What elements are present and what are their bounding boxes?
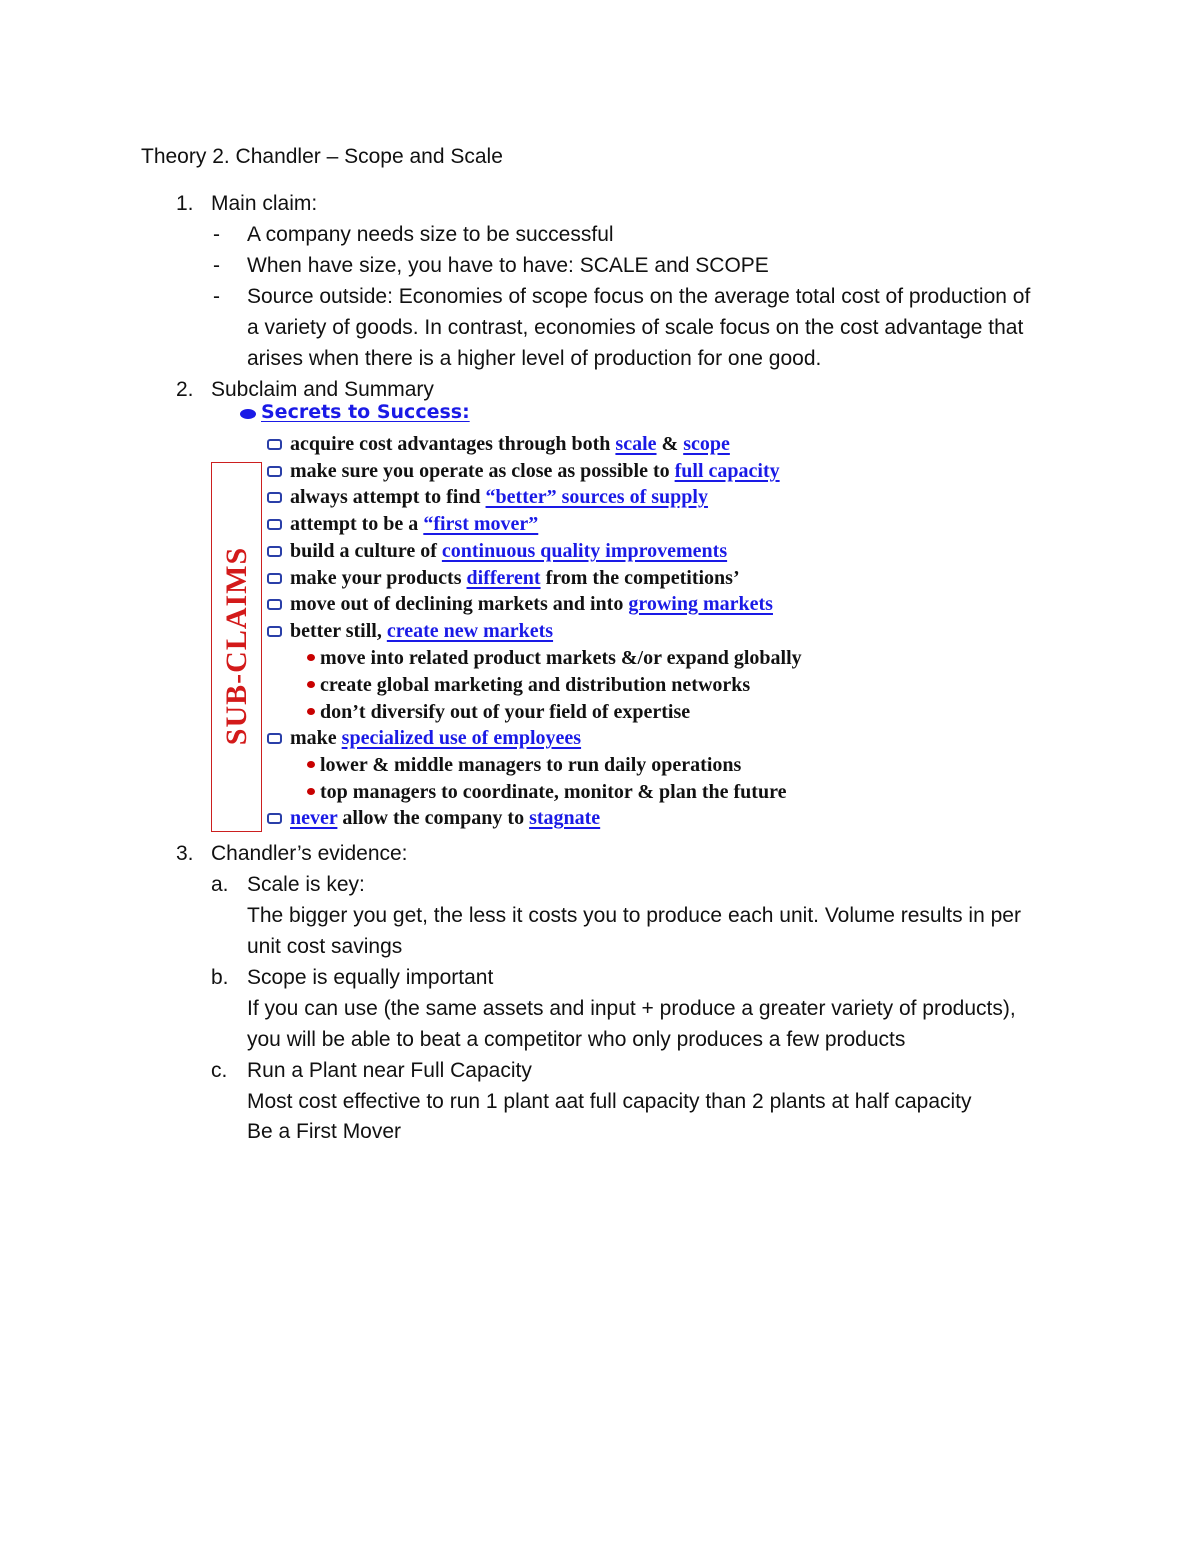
claim-item-continued: a variety of goods. In contrast, economies of scale focus on the cost advantage that [247,316,1024,339]
evidence-body: The bigger you get, the less it costs you to produce each unit. Volume results in per [247,904,1021,927]
subclaim-line: build a culture of continuous quality improvements [290,540,728,562]
square-bullet-icon [267,519,282,530]
evidence-heading: Scale is key: [247,873,365,896]
square-bullet-icon [267,466,282,477]
square-bullet-icon [267,492,282,503]
evidence-heading: Run a Plant near Full Capacity [247,1059,532,1082]
claim-item: A company needs size to be successful [247,223,614,246]
subclaim-line: move out of declining markets and into growing markets [290,593,773,615]
subclaim-line: make your products different from the competitions’ [290,567,740,589]
subclaim-subline: move into related product markets &/or expand globally [320,647,802,669]
evidence-body: Most cost effective to run 1 plant aat full capacity than 2 plants at half capacity [247,1090,972,1113]
section-2-number: 2. [176,378,194,401]
evidence-body: Be a First Mover [247,1120,402,1143]
evidence-letter: b. [211,966,229,989]
round-bullet-icon [240,409,256,419]
evidence-body: you will be able to beat a competitor who only produces a few products [247,1028,906,1051]
claim-item: Source outside: Economies of scope focus on the average total cost of production of [247,285,1031,308]
claim-item-continued: arises when there is a higher level of production for one good. [247,347,822,370]
square-bullet-icon [267,546,282,557]
section-3-heading: Chandler’s evidence: [211,842,408,865]
dash-marker: - [213,285,220,308]
page-title: Theory 2. Chandler – Scope and Scale [141,145,503,168]
dash-marker: - [213,223,220,246]
subclaim-subline: don’t diversify out of your field of expertise [320,701,691,723]
evidence-heading: Scope is equally important [247,966,494,989]
square-bullet-icon [267,733,282,744]
square-bullet-icon [267,626,282,637]
section-3-number: 3. [176,842,194,865]
subclaim-subline: create global marketing and distribution networks [320,674,751,696]
claim-item: When have size, you have to have: SCALE and SCOPE [247,254,769,277]
subclaim-line: better still, create new markets [290,620,554,642]
subclaim-subline: lower & middle managers to run daily operations [320,754,742,776]
red-dot-bullet-icon [307,761,315,768]
square-bullet-icon [267,573,282,584]
subclaim-line: attempt to be a “first mover” [290,513,539,535]
section-1-number: 1. [176,192,194,215]
section-2-heading: Subclaim and Summary [211,378,434,401]
section-1-heading: Main claim: [211,192,318,215]
red-dot-bullet-icon [307,654,315,661]
evidence-letter: a. [211,873,229,896]
evidence-letter: c. [211,1059,228,1082]
square-bullet-icon [267,439,282,450]
red-dot-bullet-icon [307,681,315,688]
subclaim-line: make specialized use of employees [290,727,582,749]
red-dot-bullet-icon [307,708,315,715]
secrets-heading: Secrets to Success: [261,401,470,423]
subclaim-subline: top managers to coordinate, monitor & plan the future [320,781,787,803]
subclaim-line: never allow the company to stagnate [290,807,601,829]
evidence-body: unit cost savings [247,935,403,958]
square-bullet-icon [267,813,282,824]
square-bullet-icon [267,599,282,610]
subclaims-label: SUB-CLAIMS [220,546,253,746]
evidence-body: If you can use (the same assets and input + produce a greater variety of products), [247,997,1016,1020]
dash-marker: - [213,254,220,277]
red-dot-bullet-icon [307,788,315,795]
subclaim-line: make sure you operate as close as possible to full capacity [290,460,780,482]
subclaim-line: acquire cost advantages through both scale & scope [290,433,730,455]
subclaim-line: always attempt to find “better” sources of supply [290,486,708,508]
